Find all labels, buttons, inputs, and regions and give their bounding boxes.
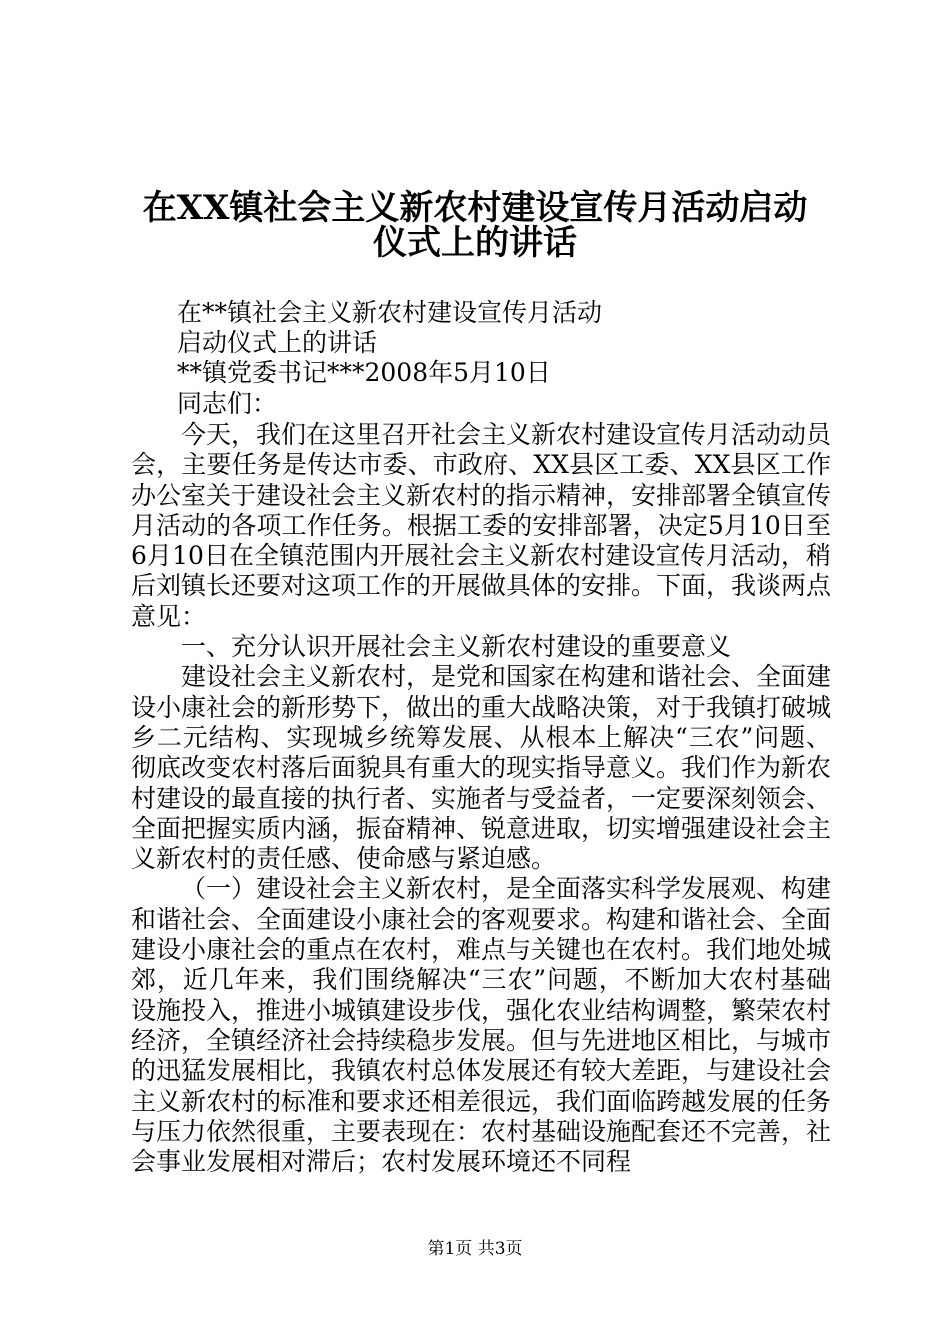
salutation: 同志们： (177, 389, 278, 418)
author-date-line: **镇党委书记***2008年5月10日 (177, 358, 551, 387)
section-heading-1: 一、充分认识开展社会主义新农村建设的重要意义 (181, 632, 732, 662)
document-title-line-1: 在XX镇社会主义新农村建设宣传月活动启动 (142, 188, 808, 228)
subtitle-line-1: 在**镇社会主义新农村建设宣传月活动 (177, 298, 603, 327)
paragraph-subsection-1: （一）建设社会主义新农村，是全面落实科学发展观、构建和谐社会、全面建设小康社会的客观要求。构建和谐社会、全面建设小康社会的重点在农村，难点与关键也在农村。我们地处城郊，近几年来，我们围绕解决“三农”问题，不断加大农村基础设施投入，推进小城镇建设步伐，强化农业结构调整，繁荣农村经济，全镇经济社会持续稳步发展。但与先进地区相比，与城市的迅猛发展相比，我镇农村总体发展还有较大差距，与建设社会主义新农村的标准和要求还相差很远，我们面临跨越发展的任务与压力依然很重，主要表现在：农村基础设施配套还不完善，社会事业发展相对滞后；农村发展环境还不同程 (131, 874, 832, 1177)
page-footer: 第1页 共3页 (427, 1239, 523, 1259)
paragraph-significance: 建设社会主义新农村，是党和国家在构建和谐社会、全面建设小康社会的新形势下，做出的重大战略决策，对于我镇打破城乡二元结构、实现城乡统筹发展、从根本上解决“三农”问题、彻底改变农村落后面貌具有重大的现实指导意义。我们作为新农村建设的最直接的执行者、实施者与受益者，一定要深刻领会、全面把握实质内涵，振奋精神、锐意进取，切实增强建设社会主义新农村的责任感、使命感与紧迫感。 (131, 662, 832, 874)
document-body (131, 420, 831, 1177)
document-title-line-2: 仪式上的讲话 (373, 223, 577, 263)
paragraph-intro: 今天，我们在这里召开社会主义新农村建设宣传月活动动员会，主要任务是传达市委、市政府、XX县区工委、XX县区工作办公室关于建设社会主义新农村的指示精神，安排部署全镇宣传月活动的各项工作任务。根据工委的安排部署，决定5月10日至6月10日在全镇范围内开展社会主义新农村建设宣传月活动，稍后刘镇长还要对这项工作的开展做具体的安排。下面，我谈两点意见： (131, 420, 832, 631)
subtitle-line-2: 启动仪式上的讲话 (177, 328, 378, 357)
